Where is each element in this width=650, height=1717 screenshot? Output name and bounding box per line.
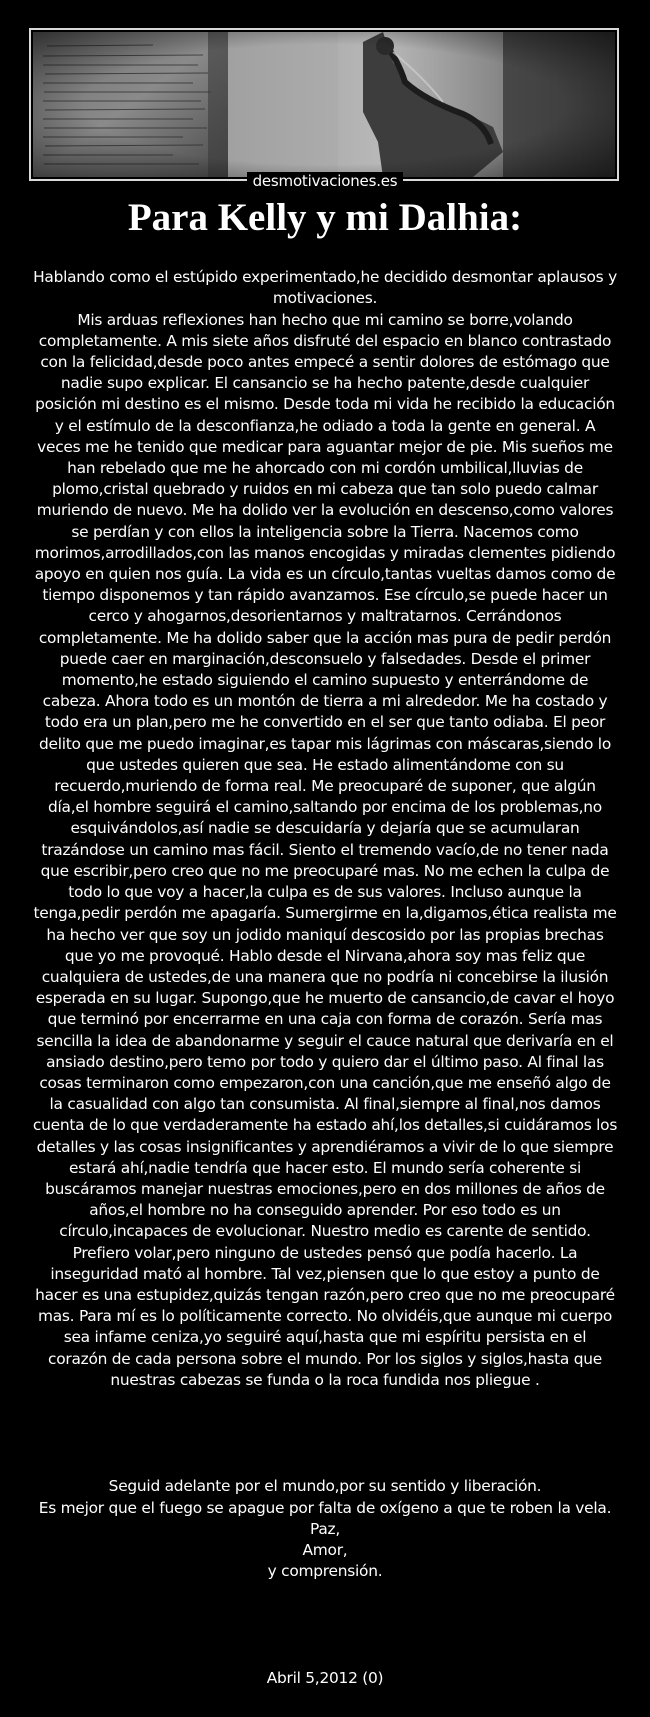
site-logo[interactable]: desmotivaciones.es: [247, 172, 404, 190]
poster-message: [32, 246, 618, 1710]
message-closing: Seguid adelante por el mundo,por su sentido y liberación. Es mejor que el fuego se apague por falta de oxígeno a que te roben la vela. Paz, Amor, y comprensión.: [38, 1477, 612, 1581]
brand-area: [0, 172, 650, 191]
spacer: [32, 1412, 618, 1455]
poster-title: Para Kelly y mi Dalhia:: [127, 196, 523, 239]
spacer: [32, 1604, 618, 1647]
message-body: Hablando como el estúpido experimentado,he decidido desmontar aplausos y motivaciones. Mis arduas reflexiones han hecho que mi camino se borre,volando completamente. A mis siete años disfruté del espacio en blanco contrastado con la felicidad,desde poco antes empecé a sentir dolores de estómago que nadie supo explicar. El cansancio se ha hecho patente,desde cualquier posición mi destino es el mismo. Desde toda mi vida he recibido la educación y el estímulo de la desconfianza,he odiado a toda la gente en general. A veces me he tenido que medicar para aguantar mejor de pie. Mis sueños me han rebelado que me he ahorcado con mi cordón umbilical,lluvias de plomo,cristal quebrado y ruidos en mi cabeza que tan solo puedo calmar muriendo de nuevo. Me ha dolido ver la evolución en descenso,como valores se perdían y con ellos la inteligencia sobre la Tierra. Nacemos como morimos,arrodillados,con las manos encogidas y miradas clementes pidiendo apoyo en quien nos guía. La vida es un círculo,tantas vueltas damos como de tiempo disponemos y tan rápido avanzamos. Ese círculo,se puede hacer un cerco y ahogarnos,desorientarnos y maltratarnos. Cerrándonos completamente. Me ha dolido saber que la acción mas pura de pedir perdón puede caer en marginación,desconsuelo y falsedades. Desde el primer momento,he estado siguiendo el camino supuesto y enterrándome de cabeza. Ahora todo es un montón de tierra a mi alrededor. Me ha costado y todo era un plan,pero me he convertido en el ser que tanto odiaba. El peor delito que me puedo imaginar,es tapar mis lágrimas con máscaras,siendo lo que ustedes quieren que sea. He estado alimentándome con su recuerdo,muriendo de forma real. Me preocuparé de suponer, que algún día,el hombre seguirá el camino,saltando por encima de los problemas,no esquivándolos,así nadie se descuidaría y dejaría que se acumularan trazándose un camino mas fácil. Siento el tremendo vacío,de no tener nada que escribir,pero creo que no me preocuparé mas. No me echen la culpa de todo lo que voy a hacer,la culpa es de sus valores. Incluso aunque la tenga,pedir perdón me apagaría. Sumergirme en la,digamos,ética realista me ha hecho ver que soy un jodido maniquí descosido por las propias brechas que yo me provoqué. Hablo desde el Nirvana,ahora soy mas feliz que cualquiera de ustedes,de una manera que no podría ni concebirse la ilusión esperada en su lugar. Supongo,que he muerto de cansancio,de cavar el hoyo que terminó por encerrarme en una caja con forma de corazón. Sería mas sencilla la idea de abandonarme y seguir el cauce natural que derivaría en el ansiado destino,pero temo por todo y quiero dar el último paso. Al final las cosas terminaron como empezaron,con una canción,que me enseñó algo de la casualidad con algo tan consumista. Al final,siempre al final,nos damos cuenta de lo que verdaderamente ha estado ahí,los detalles,si cuidáramos los detalles y las cosas insignificantes y aprendiéramos a vivir de lo que siempre estará ahí,nadie tendría que hacer esto. El mundo sería coherente si buscáramos manejar nuestras emociones,pero en dos millones de años de años,el hombre no ha conseguido aprender. Por eso todo es un círculo,incapaces de evolucionar. Nuestro medio es carente de sentido. Prefiero volar,pero ninguno de ustedes pensó que podía hacerlo. La inseguridad mató al hombre. Tal vez,piensen que lo que estoy a punto de hacer es una estupidez,quizás tengan razón,pero creo que no me preocuparé mas. Para mí es lo políticamente correcto. No olvidéis,que aunque mi cuerpo sea infame ceniza,yo seguiré aquí,hasta que mi espíritu persista en el corazón de cada persona sobre el mundo. Por los siglos y siglos,hasta que nuestras cabezas se funda o la roca fundida nos pliegue .: [32, 268, 618, 1389]
poster-frame: [29, 28, 619, 181]
photo-notebook-and-person-icon: [33, 32, 615, 177]
poster-photo: [33, 32, 615, 177]
date-line[interactable]: Abril 5,2012 (0): [266, 1668, 384, 1687]
